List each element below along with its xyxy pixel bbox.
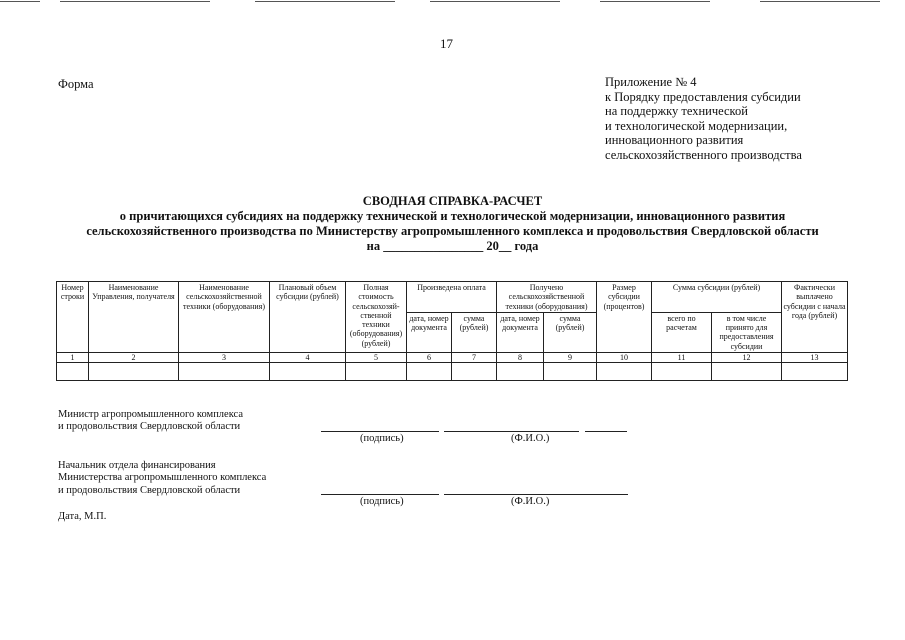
subsidy-table xyxy=(56,281,848,381)
appendix-line: и технологической модернизации, xyxy=(605,118,788,133)
signatory-title: и продовольствия Свердловской области xyxy=(58,484,241,496)
document-title xyxy=(0,194,905,254)
column-number: 6 xyxy=(407,353,452,363)
column-number: 10 xyxy=(597,353,652,363)
signature-caption: (подпись) xyxy=(360,496,404,507)
table-cell xyxy=(544,363,597,381)
header-planned-volume: Плановый объем субсидии (рублей) xyxy=(270,282,346,353)
header-subsidy-rate: Размер субсидии (процентов) xyxy=(597,282,652,353)
appendix-block xyxy=(605,75,802,163)
column-number: 7 xyxy=(452,353,497,363)
column-number: 11 xyxy=(652,353,712,363)
title-subtitle: сельскохозяйственного производства по Министерству агропромышленного комплекса и продовольствия Свердловской области xyxy=(86,224,819,238)
column-number: 13 xyxy=(782,353,848,363)
column-number: 1 xyxy=(57,353,89,363)
appendix-line: сельскохозяйственного производства xyxy=(605,147,802,162)
header-full-cost: Полная стоимость сельскохозяй-ственной техники (оборудования) (рублей) xyxy=(346,282,407,353)
scan-top-edge xyxy=(0,0,905,3)
appendix-line: Приложение № 4 xyxy=(605,75,697,89)
subheader-payment-sum: сумма (рублей) xyxy=(452,312,497,352)
subheader-incl-previously: в том числе принято для предоставления субсидии xyxy=(712,312,782,352)
column-number: 9 xyxy=(544,353,597,363)
table-cell xyxy=(782,363,848,381)
page-number: 17 xyxy=(440,36,453,51)
signatory-title: и продовольствия Свердловской области xyxy=(58,421,241,433)
column-number: 3 xyxy=(179,353,270,363)
header-subsidy-sum: Сумма субсидии (рублей) xyxy=(652,282,782,313)
title-main: СВОДНАЯ СПРАВКА-РАСЧЕТ xyxy=(362,194,543,208)
name-line xyxy=(585,431,627,432)
header-actually-paid: Фактически выплачено субсидии с начала года (рублей) xyxy=(782,282,848,353)
signature-line xyxy=(321,431,439,432)
column-number: 4 xyxy=(270,353,346,363)
table-row xyxy=(57,363,848,381)
table-cell xyxy=(179,363,270,381)
table-cell xyxy=(346,363,407,381)
table-cell xyxy=(270,363,346,381)
signatory-title: Начальник отдела финансирования xyxy=(58,460,216,471)
column-number-row xyxy=(57,353,848,363)
appendix-line: к Порядку предоставления субсидии xyxy=(605,89,801,104)
signature-caption: (подпись) xyxy=(360,433,404,444)
signature-line xyxy=(321,494,439,495)
table-cell xyxy=(89,363,179,381)
date-stamp-label: Дата, М.П. xyxy=(58,511,107,522)
name-caption: (Ф.И.О.) xyxy=(511,433,550,444)
table-cell xyxy=(597,363,652,381)
minister-signature-block xyxy=(58,409,243,434)
header-received: Получено сельскохозяйственной техники (оборудования) xyxy=(497,282,597,313)
subheader-received-sum: сумма (рублей) xyxy=(544,312,597,352)
header-payment-made: Произведена оплата xyxy=(407,282,497,313)
title-subtitle: о причитающихся субсидиях на поддержку технической и технологической модернизации, инновационного развития xyxy=(119,209,786,223)
head-signature-block xyxy=(58,460,266,497)
form-label: Форма xyxy=(58,77,94,91)
header-management-name: Наименование Управления, получателя xyxy=(89,282,179,353)
subheader-received-date: дата, номер документа xyxy=(497,312,544,352)
name-line xyxy=(444,431,579,432)
column-number: 12 xyxy=(712,353,782,363)
signatory-title: Министр агропромышленного комплекса xyxy=(58,409,243,420)
header-row-number: Номер строки xyxy=(57,282,89,353)
appendix-line: на поддержку технической xyxy=(605,104,748,119)
table-cell xyxy=(712,363,782,381)
appendix-line: инновационного развития xyxy=(605,133,744,148)
table-cell xyxy=(497,363,544,381)
column-number: 5 xyxy=(346,353,407,363)
table-cell xyxy=(407,363,452,381)
header-equipment-name: Наименование сельскохозяйственной техники (оборудования) xyxy=(179,282,270,353)
table-cell xyxy=(57,363,89,381)
signatory-title: Министерства агропромышленного комплекса xyxy=(58,472,267,484)
table-cell xyxy=(452,363,497,381)
table-cell xyxy=(652,363,712,381)
subheader-total-calc: всего по расчетам xyxy=(652,312,712,352)
name-caption: (Ф.И.О.) xyxy=(511,496,550,507)
column-number: 2 xyxy=(89,353,179,363)
subheader-payment-date: дата, номер документа xyxy=(407,312,452,352)
column-number: 8 xyxy=(497,353,544,363)
title-date-line: на ________________ 20__ года xyxy=(366,239,539,253)
name-line xyxy=(444,494,628,495)
